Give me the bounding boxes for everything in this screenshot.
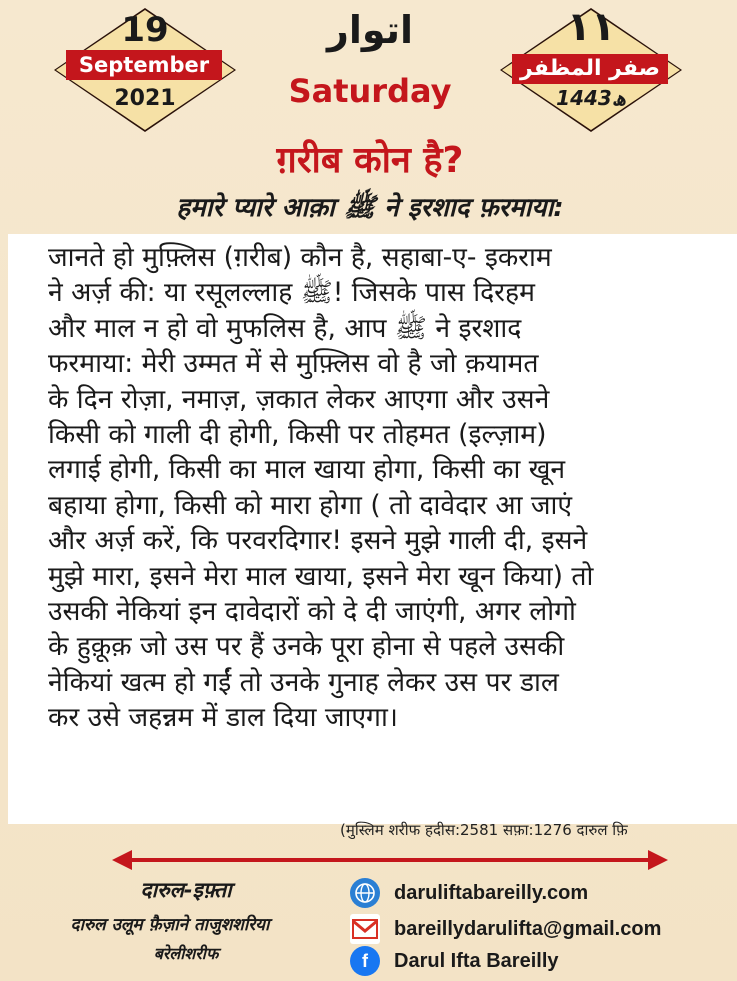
gregorian-year: 2021 [114,86,176,111]
gregorian-day: 19 [121,10,169,50]
facebook-icon: f [350,946,380,976]
organization-name: दारुल-इफ़्ता [140,878,232,902]
organization-location: बरेलीशरीफ [153,944,219,963]
contact-website[interactable] [350,878,588,908]
organization-institute: दारुल उलूम फ़ैज़ाने ताजुशशरिया [70,915,270,935]
website-text: daruliftabareilly.com [394,881,589,904]
day-name-urdu: اتوار [326,8,414,52]
hijri-year: 1443ھ [556,86,626,110]
contact-facebook[interactable] [350,946,559,976]
hijri-month: صفر المظفر [512,54,668,84]
gregorian-month: September [66,50,222,80]
hadith-reference: (मुस्लिम शरीफ हदीस:2581 सफ़ा:1276 दारुल फ़ि [340,821,628,839]
gmail-icon [350,914,380,944]
subtitle: हमारे प्यारे आक़ा ﷺ ने इरशाद फ़रमाया: [176,193,564,223]
globe-icon [350,878,380,908]
day-name-english: Saturday [288,72,452,110]
hijri-day: ۱۱ [566,4,616,50]
email-text: bareillydarulifta@gmail.com [394,917,662,940]
page-title: ग़रीब कोन है? [276,140,464,181]
facebook-text: Darul Ifta Bareilly [394,949,559,972]
hadith-body-text: जानते हो मुफ़्लिस (ग़रीब) कौन है, सहाबा-ए- इकराम ने अर्ज़ की: या रसूलल्लाह ﷺ! जिसके पास दिरहम और माल न हो वो मुफलिस है, आप ﷺ ने इरशाद फरमाया: मेरी उम्मत में से मुफ़्लिस वो है जो क़यामत के दिन रोज़ा, नमाज़, ज़कात लेकर आएगा और उसने किसी को गाली दी होगी, किसी पर तोहमत (इल्ज़ाम) लगाई होगी, किसी का माल खाया होगा, किसी का खून बहाया होगा, किसी को मारा होगा ( तो दावेदार आ जाएं और अर्ज़ करें, कि परवरदिगार! इसने मुझे गाली दी, इसने मुझे मारा, इसने मेरा माल खाया, इसने मेरा खून किया) तो उसकी नेकियां इन दावेदारों को दे दी जाएंगी, अगर लोगो के हुक़ूक़ जो उस पर हैं उनके पूरा होना से पहले उसकी नेकियां खत्म हो गईं तो उनके गुनाह लेकर उस पर डाल कर उसे जहन्नम में डाल दिया जाएगा। [48,242,594,734]
contact-email[interactable] [350,914,661,944]
